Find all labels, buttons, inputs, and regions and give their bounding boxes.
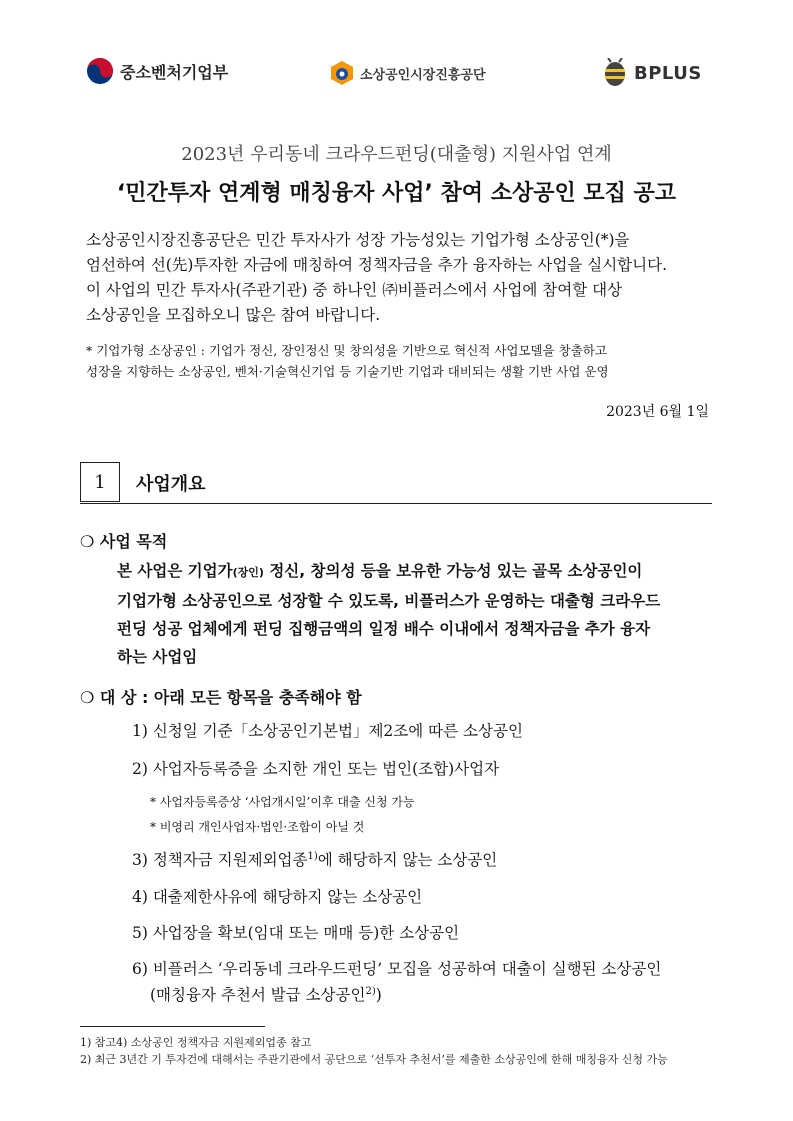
target-item-text: (매칭융자 추천서 발급 소상공인 bbox=[150, 986, 366, 1004]
purpose-heading: ❍ 사업 목적 bbox=[80, 532, 168, 551]
target-item bbox=[132, 848, 497, 870]
target-item: 1) 신청일 기준「소상공인기본법」제2조에 따른 소상공인 bbox=[132, 722, 523, 740]
note-line: 성장을 지향하는 소상공인, 벤처·기술혁신기업 등 기술기반 기업과 대비되는 생활 기반 사업 운영 bbox=[86, 364, 609, 379]
note-line: * 기업가형 소상공인 : 기업가 정신, 장인정신 및 창의성을 기반으로 혁신적 사업모델을 창출하고 bbox=[86, 343, 607, 358]
section-number: 1 bbox=[80, 462, 120, 502]
mss-logo bbox=[86, 57, 228, 85]
footnote-ref: 1) bbox=[307, 850, 318, 862]
footnote-ref: 2) bbox=[365, 985, 376, 997]
intro-line: 엄선하여 선(先)투자한 자금에 매칭하여 정책자금을 추가 융자하는 사업을 실시합니다. bbox=[86, 256, 668, 274]
intro-line: 소상공인을 모집하오니 많은 참여 바랍니다. bbox=[86, 306, 381, 324]
footnote-divider bbox=[80, 1026, 265, 1027]
intro-line: 소상공인시장진흥공단은 민간 투자사가 성장 가능성있는 기업가형 소상공인(*)을 bbox=[86, 231, 630, 249]
target-item-text: ) bbox=[375, 986, 382, 1004]
section-divider bbox=[80, 503, 712, 504]
footnote: 1) 참고4) 소상공인 정책자금 지원제외업종 참고 bbox=[80, 1036, 312, 1049]
intro-line: 이 사업의 민간 투자사(주관기관) 중 하나인 ㈜비플러스에서 사업에 참여할 대상 bbox=[86, 281, 623, 299]
semas-logo bbox=[330, 60, 486, 86]
target-item: 2) 사업자등록증을 소지한 개인 또는 법인(조합)사업자 bbox=[132, 760, 500, 778]
footnote: 2) 최근 3년간 기 투자건에 대해서는 주관기관에서 공단으로 ‘선투자 추천서’를 제출한 소상공인에 한해 매칭융자 신청 가능 bbox=[80, 1053, 668, 1066]
semas-logo-text: 소상공인시장진흥공단 bbox=[360, 67, 486, 83]
bee-icon bbox=[602, 58, 628, 88]
target-subnote: * 사업자등록증상 ‘사업개시일’이후 대출 신청 가능 bbox=[150, 795, 415, 809]
bplus-logo-text: BPLUS bbox=[634, 62, 702, 84]
target-item-text: 에 해당하지 않는 소상공인 bbox=[317, 851, 498, 869]
purpose-line bbox=[117, 557, 717, 587]
intro-note bbox=[86, 340, 711, 382]
announcement-subtitle: 2023년 우리동네 크라우드펀딩(대출형) 지원사업 연계 bbox=[181, 144, 612, 165]
announcement-title: ‘민간투자 연계형 매칭융자 사업’ 참여 소상공인 모집 공고 bbox=[116, 181, 677, 206]
semas-emblem-icon bbox=[330, 60, 354, 86]
mss-emblem-icon bbox=[86, 57, 114, 85]
target-item: 5) 사업장을 확보(임대 또는 매매 등)한 소상공인 bbox=[132, 924, 460, 942]
announcement-date: 2023년 6월 1일 bbox=[606, 404, 709, 420]
target-item: 4) 대출제한사유에 해당하지 않는 소상공인 bbox=[132, 888, 423, 906]
purpose-text: 본 사업은 기업가 bbox=[117, 562, 233, 580]
purpose-small-text: (장인) bbox=[232, 566, 264, 579]
purpose-body bbox=[117, 557, 717, 671]
purpose-line: 펀딩 성공 업체에게 펀딩 집행금액의 일정 배수 이내에서 정책자금을 추가 융자 bbox=[117, 620, 651, 638]
purpose-line: 기업가형 소상공인으로 성장할 수 있도록, 비플러스가 운영하는 대출형 크라우드 bbox=[117, 592, 661, 610]
target-item-continuation bbox=[150, 983, 382, 1005]
section-title: 사업개요 bbox=[136, 474, 206, 495]
bplus-logo bbox=[602, 58, 702, 88]
target-subnote: * 비영리 개인사업자·법인·조합이 아닐 것 bbox=[150, 820, 365, 834]
target-heading: ❍ 대 상 : 아래 모든 항목을 충족해야 함 bbox=[80, 688, 362, 707]
purpose-line: 하는 사업임 bbox=[117, 648, 198, 666]
mss-logo-text: 중소벤처기업부 bbox=[120, 62, 229, 82]
target-item: 6) 비플러스 ‘우리동네 크라우드펀딩’ 모집을 성공하여 대출이 실행된 소상공인 bbox=[132, 960, 662, 978]
intro-paragraph bbox=[86, 228, 711, 328]
target-item-text: 3) 정책자금 지원제외업종 bbox=[132, 851, 308, 869]
purpose-text: 정신, 창의성 등을 보유한 가능성 있는 골목 소상공인이 bbox=[263, 562, 643, 580]
